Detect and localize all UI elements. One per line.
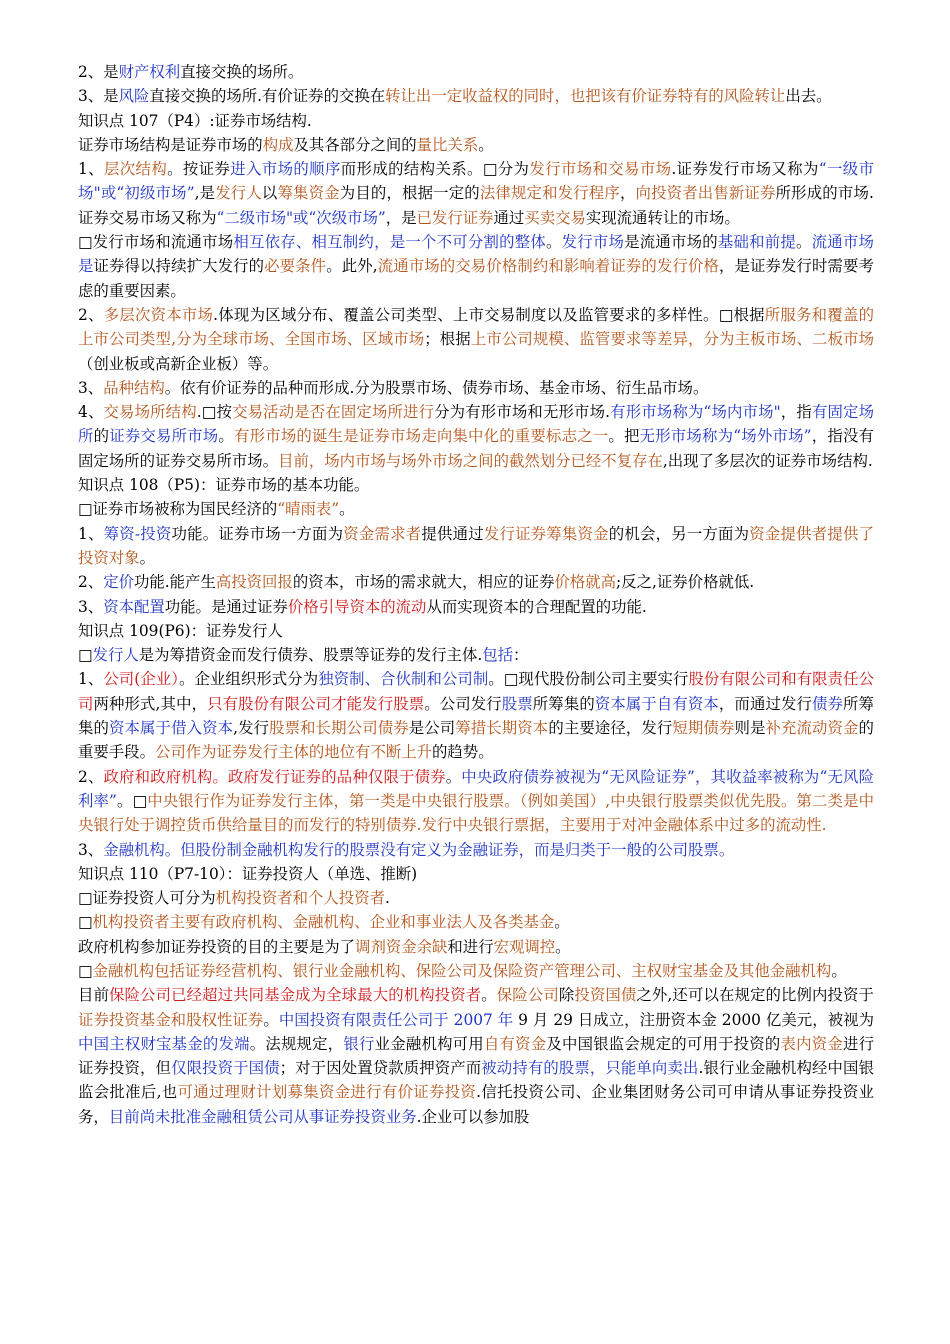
paragraph [78, 109, 874, 133]
highlighted-text: 机构投资者和个人投资者 [215, 889, 385, 908]
highlighted-text: 仅限投资于国债 [171, 1059, 280, 1078]
text-run: 的资本，市场的需求就大，相应的证券 [292, 573, 555, 592]
highlighted-text: 包括 [482, 646, 514, 665]
text-run: 出去。 [785, 87, 832, 106]
text-run: 及中国银监会规定的可用于投资的 [546, 1034, 781, 1053]
paragraph [78, 570, 874, 594]
text-run: 直接交换的场所。 [180, 63, 304, 81]
text-run: 的趋势。 [432, 743, 494, 762]
text-run: 和进行 [447, 937, 494, 956]
text-run: 1、 [78, 670, 104, 689]
text-run: 知识点 108（P5)：证券市场的基本功能。 [78, 476, 370, 495]
highlighted-text: 政府和政府机构。政府发行证券的品种仅限于债券 [103, 767, 446, 786]
text-run: 2、是 [78, 63, 119, 81]
text-run: 及其各部分之间的 [293, 135, 417, 154]
paragraph [78, 959, 874, 983]
text-run: 政府机构参加证券投资的目的主要是为了 [78, 937, 356, 956]
text-run: ,发行 [233, 719, 270, 738]
text-run: 。 [554, 913, 570, 932]
text-run: 功能。是通过证券 [164, 597, 288, 616]
highlighted-text: 发行人 [92, 646, 139, 665]
text-run: □ [78, 913, 93, 932]
text-run: 的 [93, 427, 110, 446]
highlighted-text: 筹资-投资 [103, 524, 172, 543]
text-run: .证券发行市场又称为 [671, 160, 819, 179]
text-run: □ [78, 646, 93, 665]
text-run: 。 [481, 986, 497, 1005]
text-run: 2、 [78, 573, 104, 592]
highlighted-text: 法律规定和发行程序 [479, 184, 620, 203]
highlighted-text: 价格就高 [554, 573, 617, 592]
highlighted-text: 向投资者出售新证券 [635, 184, 776, 203]
text-run: ，指没有固定场所的证券交易所市场。 [78, 427, 874, 470]
text-run: 知识点 110（P7-10）：证券投资人（单选、推断) [78, 864, 418, 883]
text-run: 证券得以持续扩大发行的 [93, 257, 265, 276]
highlighted-text: 中央政府债券被视为“无风险证券”，其收益率被称为“无风险利率” [78, 767, 874, 810]
text-run: 所筹集的 [532, 694, 595, 713]
highlighted-text: 资金提供者提供了投资对象 [78, 524, 874, 567]
text-run: .□按 [196, 403, 233, 422]
highlighted-text: 只有股份有限公司才能发行股票 [207, 694, 425, 713]
highlighted-text: 筹措长期资本 [455, 719, 549, 738]
text-run: ,出现了多层次的证券市场结构. [662, 451, 873, 470]
text-run: 。 [831, 961, 847, 980]
highlighted-text: 已发行证券 [416, 208, 494, 227]
text-run: 进行证券投资，但 [78, 1034, 874, 1078]
text-run: □ [78, 961, 93, 980]
text-run: 的机会，另一方面为 [608, 524, 750, 543]
text-run: 分为有形市场和无形市场. [434, 403, 611, 422]
highlighted-text: 有固定场所 [78, 403, 874, 446]
paragraph [78, 230, 874, 303]
highlighted-text: 证券交易所市场 [109, 427, 219, 446]
text-run: 从而实现资本的合理配置的功能. [426, 597, 647, 616]
highlighted-text: 机构投资者主要有政府机构、金融机构、企业和事业法人及各类基金 [92, 913, 555, 932]
text-run: ；对于因处置贷款质押资产而 [279, 1059, 482, 1078]
text-run: 。 [545, 233, 562, 252]
text-run: 功能。证券市场一方面为 [171, 524, 344, 543]
highlighted-text: 保险公司 [496, 986, 559, 1005]
highlighted-text: 资本属于自有资本 [594, 694, 719, 713]
text-run: □发行市场和流通市场 [78, 233, 234, 252]
text-run: 。企业组织形式分为 [179, 670, 319, 689]
text-run: 除 [558, 986, 575, 1005]
highlighted-text: 转让出一定收益权的同时，也把该有价证券特有的风险转让 [385, 87, 786, 106]
text-run: ，而通过发行 [718, 694, 812, 713]
text-run: ；根据 [424, 330, 471, 349]
highlighted-text: 有形市场称为“场内市场" [610, 403, 781, 422]
text-run: 。 [555, 937, 571, 956]
text-run: 。 [339, 500, 355, 519]
text-run: □证券市场被称为国民经济的 [78, 500, 278, 519]
text-run: 是公司 [408, 719, 456, 738]
highlighted-text: 被动持有的股票，只能单向卖出 [481, 1059, 699, 1078]
text-run: ;反之,证券价格就低. [616, 573, 755, 592]
paragraph [78, 983, 874, 1129]
highlighted-text: “晴雨表” [277, 500, 340, 519]
highlighted-text: 层次结构 [103, 160, 168, 179]
paragraph [78, 765, 874, 838]
text-run: 。 [218, 427, 235, 446]
paragraph [78, 400, 874, 473]
highlighted-text: 筹集资金 [277, 184, 340, 203]
text-run: 是流通市场的 [624, 233, 718, 252]
text-run: 知识点 107（P4）:证券市场结构. [78, 111, 312, 130]
paragraph [78, 886, 874, 910]
text-run: 。公司发行 [424, 694, 502, 713]
text-run: 9 月 29 日成立，注册资本金 2000 亿美元，被视为 [513, 1010, 874, 1029]
highlighted-text: 发行市场和交易市场 [529, 160, 672, 179]
text-run: .企业可以参加股 [416, 1107, 530, 1126]
highlighted-text: “一级市场"或“初级市场” [78, 160, 874, 203]
highlighted-text: 宏观调控 [493, 937, 556, 956]
highlighted-text: 财产权利 [118, 63, 181, 81]
text-run: 。 [263, 1010, 279, 1029]
highlighted-text: 量比关系 [416, 135, 479, 154]
text-run: 3、 [78, 597, 104, 616]
highlighted-text: 相互依存、相互制约，是一个不可分割的整体 [233, 233, 546, 252]
text-run: 则是 [734, 719, 766, 738]
text-run: 之外,还可以在规定的比例内投资于 [636, 986, 874, 1005]
highlighted-text: 所服务和覆盖的上市公司类型,分为全球市场、全国市场、区域市场 [78, 305, 874, 349]
text-run: 。□ [116, 791, 148, 810]
text-run: 4、 [78, 403, 104, 422]
highlighted-text: 股票 [501, 694, 533, 713]
text-run: 功能.能产生 [133, 573, 216, 592]
paragraph [78, 60, 874, 84]
highlighted-text: 流通市场是 [78, 233, 874, 276]
highlighted-text: 股份有限公司和有限责任公司 [78, 670, 874, 713]
paragraph [78, 157, 874, 230]
paragraph [78, 619, 874, 643]
highlighted-text: 风险 [118, 87, 150, 106]
text-run: 。 [445, 767, 462, 786]
highlighted-text: 品种结构 [103, 378, 165, 397]
paragraph [78, 376, 874, 400]
highlighted-text: 中国主权财宝基金的发端 [78, 1034, 250, 1053]
highlighted-text: 投资国债 [574, 986, 637, 1005]
highlighted-text: 交易场所结构 [103, 403, 197, 422]
text-run: ，是证券发行时需要考虑的重要因素。 [78, 257, 874, 300]
highlighted-text: “二级市场"或“次级市场” [216, 208, 386, 227]
text-run: 3、是 [78, 87, 119, 106]
text-run: 的重要手段。 [78, 719, 874, 762]
highlighted-text: 资金需求者 [343, 524, 422, 543]
text-run: . [384, 889, 390, 908]
highlighted-text: 调剂资金余缺 [355, 937, 448, 956]
highlighted-text: 无形市场称为“场外市场” [639, 427, 812, 446]
paragraph [78, 595, 874, 619]
text-run: .银行业金融机构经中国银监会批准后,也 [78, 1059, 874, 1102]
highlighted-text: 流通市场的交易价格制约和影响着证券的发行价格 [377, 257, 719, 276]
text-run: 。把 [608, 427, 640, 446]
highlighted-text: 发行证券筹集资金 [483, 524, 609, 543]
highlighted-text: 发行人 [215, 184, 262, 203]
document-body [78, 60, 874, 1129]
paragraph [78, 667, 874, 764]
text-run: 业金融机构可用 [374, 1034, 484, 1053]
highlighted-text: 短期债券 [672, 719, 735, 738]
text-run: 提供通过 [421, 524, 484, 543]
paragraph [78, 133, 874, 157]
text-run: 。按证券 [167, 160, 231, 179]
paragraph [78, 838, 874, 862]
highlighted-text: 交易活动是否在固定场所进行 [232, 403, 435, 422]
highlighted-text: 买卖交易 [524, 208, 586, 227]
text-run: 。法规规定， [249, 1034, 344, 1053]
text-run: 为目的，根据一定的 [339, 184, 480, 203]
text-run: ，是 [385, 208, 417, 227]
text-run: 。 [478, 135, 494, 154]
paragraph [78, 473, 874, 497]
text-run: 以 [261, 184, 278, 203]
highlighted-text: 构成 [262, 135, 294, 154]
paragraph [78, 935, 874, 959]
highlighted-text: 保险公司已经超过共同基金成为全球最大的机构投资者 [109, 986, 482, 1005]
text-run: 的主要途径，发行 [548, 719, 673, 738]
text-run: 。 [139, 548, 155, 567]
highlighted-text: 上市公司规模、监管要求等差异，分为主板市场、二板市场 [470, 330, 874, 349]
highlighted-text: 资本配置 [103, 597, 165, 616]
highlighted-text: 金融机构包括证券经营机构、银行业金融机构、保险公司及保险资产管理公司、主权财宝基金及其他金融机构 [92, 961, 832, 980]
highlighted-text: 公司(企业） [103, 670, 180, 689]
highlighted-text: 证券投资基金和股权性证券 [78, 1010, 264, 1029]
highlighted-text: 必要条件 [264, 257, 327, 276]
text-run: 所筹集的 [78, 694, 874, 738]
text-run: 1、 [78, 160, 104, 179]
text-run: .信托投资公司、企业集团财务公司可申请从事证券投资业务， [78, 1083, 874, 1126]
paragraph [78, 643, 874, 667]
highlighted-text: 中央银行作为证券发行主体，第一类是中央银行股票。（例如美国）,中央银行股票类似优先股。第二类是中央银行处于调控货币供给量目的而发行的特别债券.发行中央银行票据，主要用于对冲金融体系中过多的流动性. [78, 791, 874, 835]
highlighted-text: 自有资金 [483, 1034, 547, 1053]
text-run: 所形成的市场.证券交易市场又称为 [78, 184, 874, 227]
text-run: □证券投资人可分为 [78, 889, 216, 908]
highlighted-text: 进入市场的顺序 [230, 160, 341, 179]
text-run: 知识点 109(P6)：证券发行人 [78, 621, 283, 640]
text-run: 3、 [78, 378, 104, 397]
highlighted-text: 可通过理财计划募集资金进行有价证券投资 [177, 1083, 477, 1102]
paragraph [78, 84, 874, 108]
text-run: ， [619, 184, 636, 203]
text-run: 是为筹措资金而发行债券、股票等证券的发行主体. [138, 646, 483, 665]
highlighted-text: 公司作为证券发行主体的地位有不断上升 [154, 743, 433, 762]
highlighted-text: 金融机构。但股份制金融机构发行的股票没有定义为金融证券，而是归类于一般的公司股票。 [103, 840, 735, 859]
highlighted-text: 有形市场的诞生是证券市场走向集中化的重要标志之一 [234, 427, 609, 446]
text-run: 1、 [78, 524, 104, 543]
text-run: ： [513, 646, 529, 665]
text-run: 通过 [493, 208, 525, 227]
text-run: ，指 [780, 403, 812, 422]
paragraph [78, 497, 874, 521]
text-run: 2、 [78, 767, 104, 786]
text-run: 。□现代股份制公司主要实行 [488, 670, 689, 689]
highlighted-text: 高投资回报 [215, 573, 293, 592]
text-run: 目前 [78, 986, 110, 1005]
text-run: 而形成的结构关系。□分为 [340, 160, 530, 179]
text-run: 3、 [78, 840, 104, 859]
highlighted-text: 股票和长期公司债券 [269, 719, 409, 738]
text-run: （创业板或高新企业板）等。 [78, 354, 279, 373]
text-run: 两种形式,其中， [93, 694, 208, 713]
text-run: 。 [796, 233, 812, 252]
text-run: 2、 [78, 305, 104, 324]
text-run: .体现为区域分布、覆盖公司类型、上市交易制度以及监管要求的多样性。□根据 [213, 305, 765, 324]
highlighted-text: 债券 [811, 694, 844, 713]
highlighted-text: 定价 [103, 573, 134, 592]
highlighted-text: 基础和前提 [717, 233, 797, 252]
highlighted-text: 资本属于借入资本 [109, 719, 234, 738]
highlighted-text: 表内资金 [780, 1034, 843, 1053]
paragraph [78, 522, 874, 571]
highlighted-text: 目前尚未批准金融租赁公司从事证券投资业务 [108, 1107, 417, 1126]
text-run: 。依有价证券的品种而形成.分为股票市场、债券市场、基金市场、衍生品市场。 [164, 378, 709, 397]
highlighted-text: 多层次资本市场 [103, 305, 214, 324]
highlighted-text: 发行市场 [561, 233, 625, 252]
highlighted-text: 价格引导资本的流动 [287, 597, 427, 616]
highlighted-text: 独资制、合伙制和公司制 [318, 670, 489, 689]
text-run: 直接交换的场所.有价证券的交换在 [149, 87, 386, 106]
text-run: ,是 [194, 184, 216, 203]
highlighted-text: 中国投资有限责任公司于 2007 年 [278, 1010, 514, 1029]
highlighted-text: 补充流动资金 [765, 719, 859, 738]
highlighted-text: 银行 [343, 1034, 375, 1053]
text-run: 证券市场结构是证券市场的 [78, 135, 263, 154]
paragraph [78, 303, 874, 376]
text-run: 实现流通转让的市场。 [585, 208, 740, 227]
paragraph [78, 910, 874, 934]
paragraph [78, 862, 874, 886]
highlighted-text: 目前，场内市场与场外市场之间的截然划分已经不复存在 [278, 451, 663, 470]
text-run: 。此外, [326, 257, 378, 276]
